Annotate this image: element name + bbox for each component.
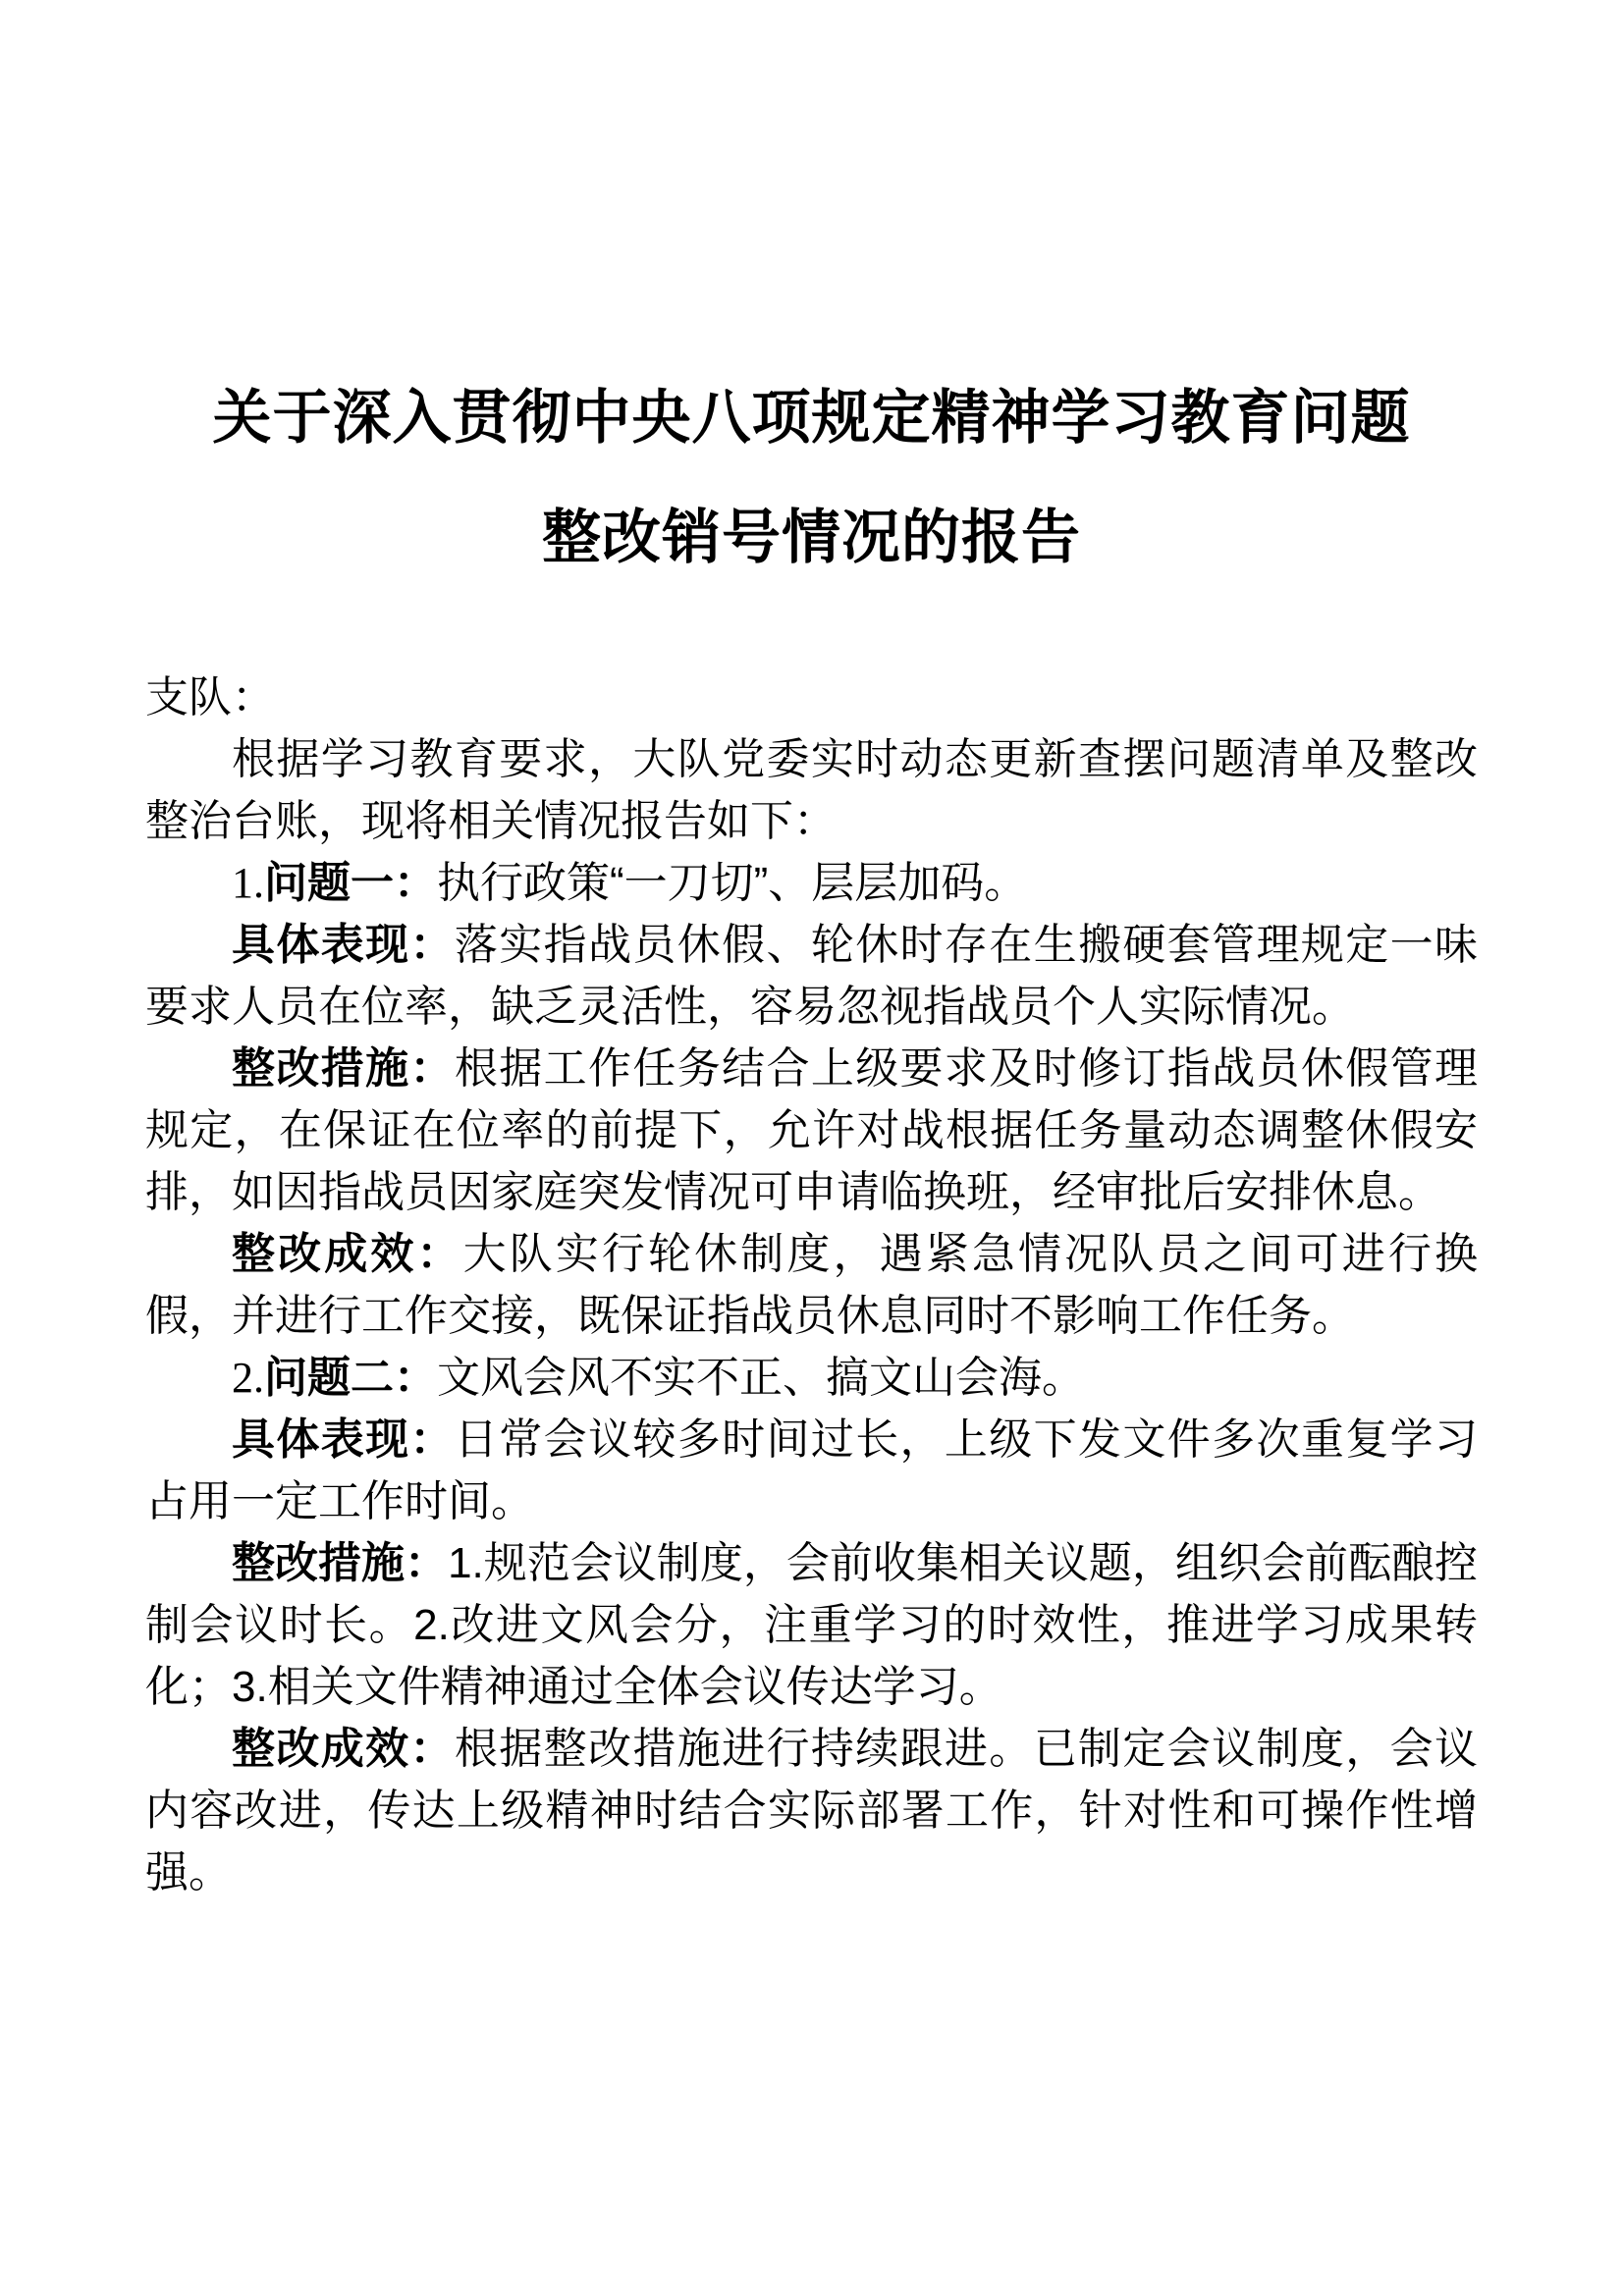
problem-1-measures-label: 整改措施： bbox=[232, 1044, 455, 1093]
problem-2-behavior-text: 日常会议较多时间过长，上级下发文件多次重复学习占用一定工作时间。 bbox=[145, 1415, 1479, 1525]
problem-2-label: 问题二： bbox=[264, 1354, 437, 1402]
problem-2-results bbox=[145, 1718, 1478, 1903]
problem-2-measures-label: 整改措施： bbox=[232, 1539, 449, 1587]
title-line-2: 整改销号情况的报告 bbox=[542, 505, 1081, 570]
problem-2-results-label: 整改成效： bbox=[232, 1725, 455, 1773]
problem-1-heading bbox=[145, 852, 1478, 914]
problem-2-results-text: 根据整改措施进行持续跟进。已制定会议制度，会议内容改进，传达上级精神时结合实际部署工作，针对性和可操作性增强。 bbox=[145, 1725, 1479, 1896]
problem-1-measures-text: 根据工作任务结合上级要求及时修订指战员休假管理规定，在保证在位率的前提下，允许对战根据任务量动态调整休假安排，如因指战员因家庭突发情况可申请临换班，经审批后安排休息。 bbox=[145, 1044, 1479, 1216]
problem-2-heading bbox=[145, 1347, 1478, 1409]
problem-2-measures-text: 1.规范会议制度，会前收集相关议题，组织会前酝酿控制会议时长。2.改进文风会分，注重学习的时效性，推进学习成果转化；3.相关文件精神通过全体会议传达学习。 bbox=[145, 1539, 1478, 1711]
problem-1-label: 问题一： bbox=[264, 859, 437, 907]
intro-paragraph: 根据学习教育要求，大队党委实时动态更新查摆问题清单及整改整治台账，现将相关情况报告如下： bbox=[145, 735, 1478, 845]
problem-1-results-text: 大队实行轮休制度，遇紧急情况队员之间可进行换假，并进行工作交接，既保证指战员休息同时不影响工作任务。 bbox=[145, 1230, 1478, 1340]
problem-2-measures bbox=[145, 1532, 1478, 1718]
problem-2-specific-behavior bbox=[145, 1409, 1478, 1532]
title-line-1: 关于深入贯彻中央八项规定精神学习教育问题 bbox=[212, 385, 1411, 451]
problem-2-behavior-label: 具体表现： bbox=[232, 1415, 455, 1464]
problem-1-measures bbox=[145, 1038, 1478, 1223]
document-body bbox=[145, 667, 1478, 1903]
document-title bbox=[145, 358, 1478, 598]
salutation: 支队： bbox=[145, 673, 275, 721]
problem-2-number: 2. bbox=[232, 1354, 264, 1402]
problem-1-behavior-label: 具体表现： bbox=[232, 921, 455, 969]
problem-1-behavior-text: 落实指战员休假、轮休时存在生搬硬套管理规定一味要求人员在位率，缺乏灵活性，容易忽视指战员个人实际情况。 bbox=[145, 921, 1479, 1031]
problem-1-number: 1. bbox=[232, 859, 264, 907]
problem-1-results-label: 整改成效： bbox=[232, 1230, 463, 1278]
problem-1-results bbox=[145, 1223, 1478, 1347]
problem-2-text: 文风会风不实不正、搞文山会海。 bbox=[437, 1354, 1085, 1402]
problem-1-text: 执行政策“一刀切”、层层加码。 bbox=[437, 859, 1028, 907]
problem-1-specific-behavior bbox=[145, 914, 1478, 1038]
